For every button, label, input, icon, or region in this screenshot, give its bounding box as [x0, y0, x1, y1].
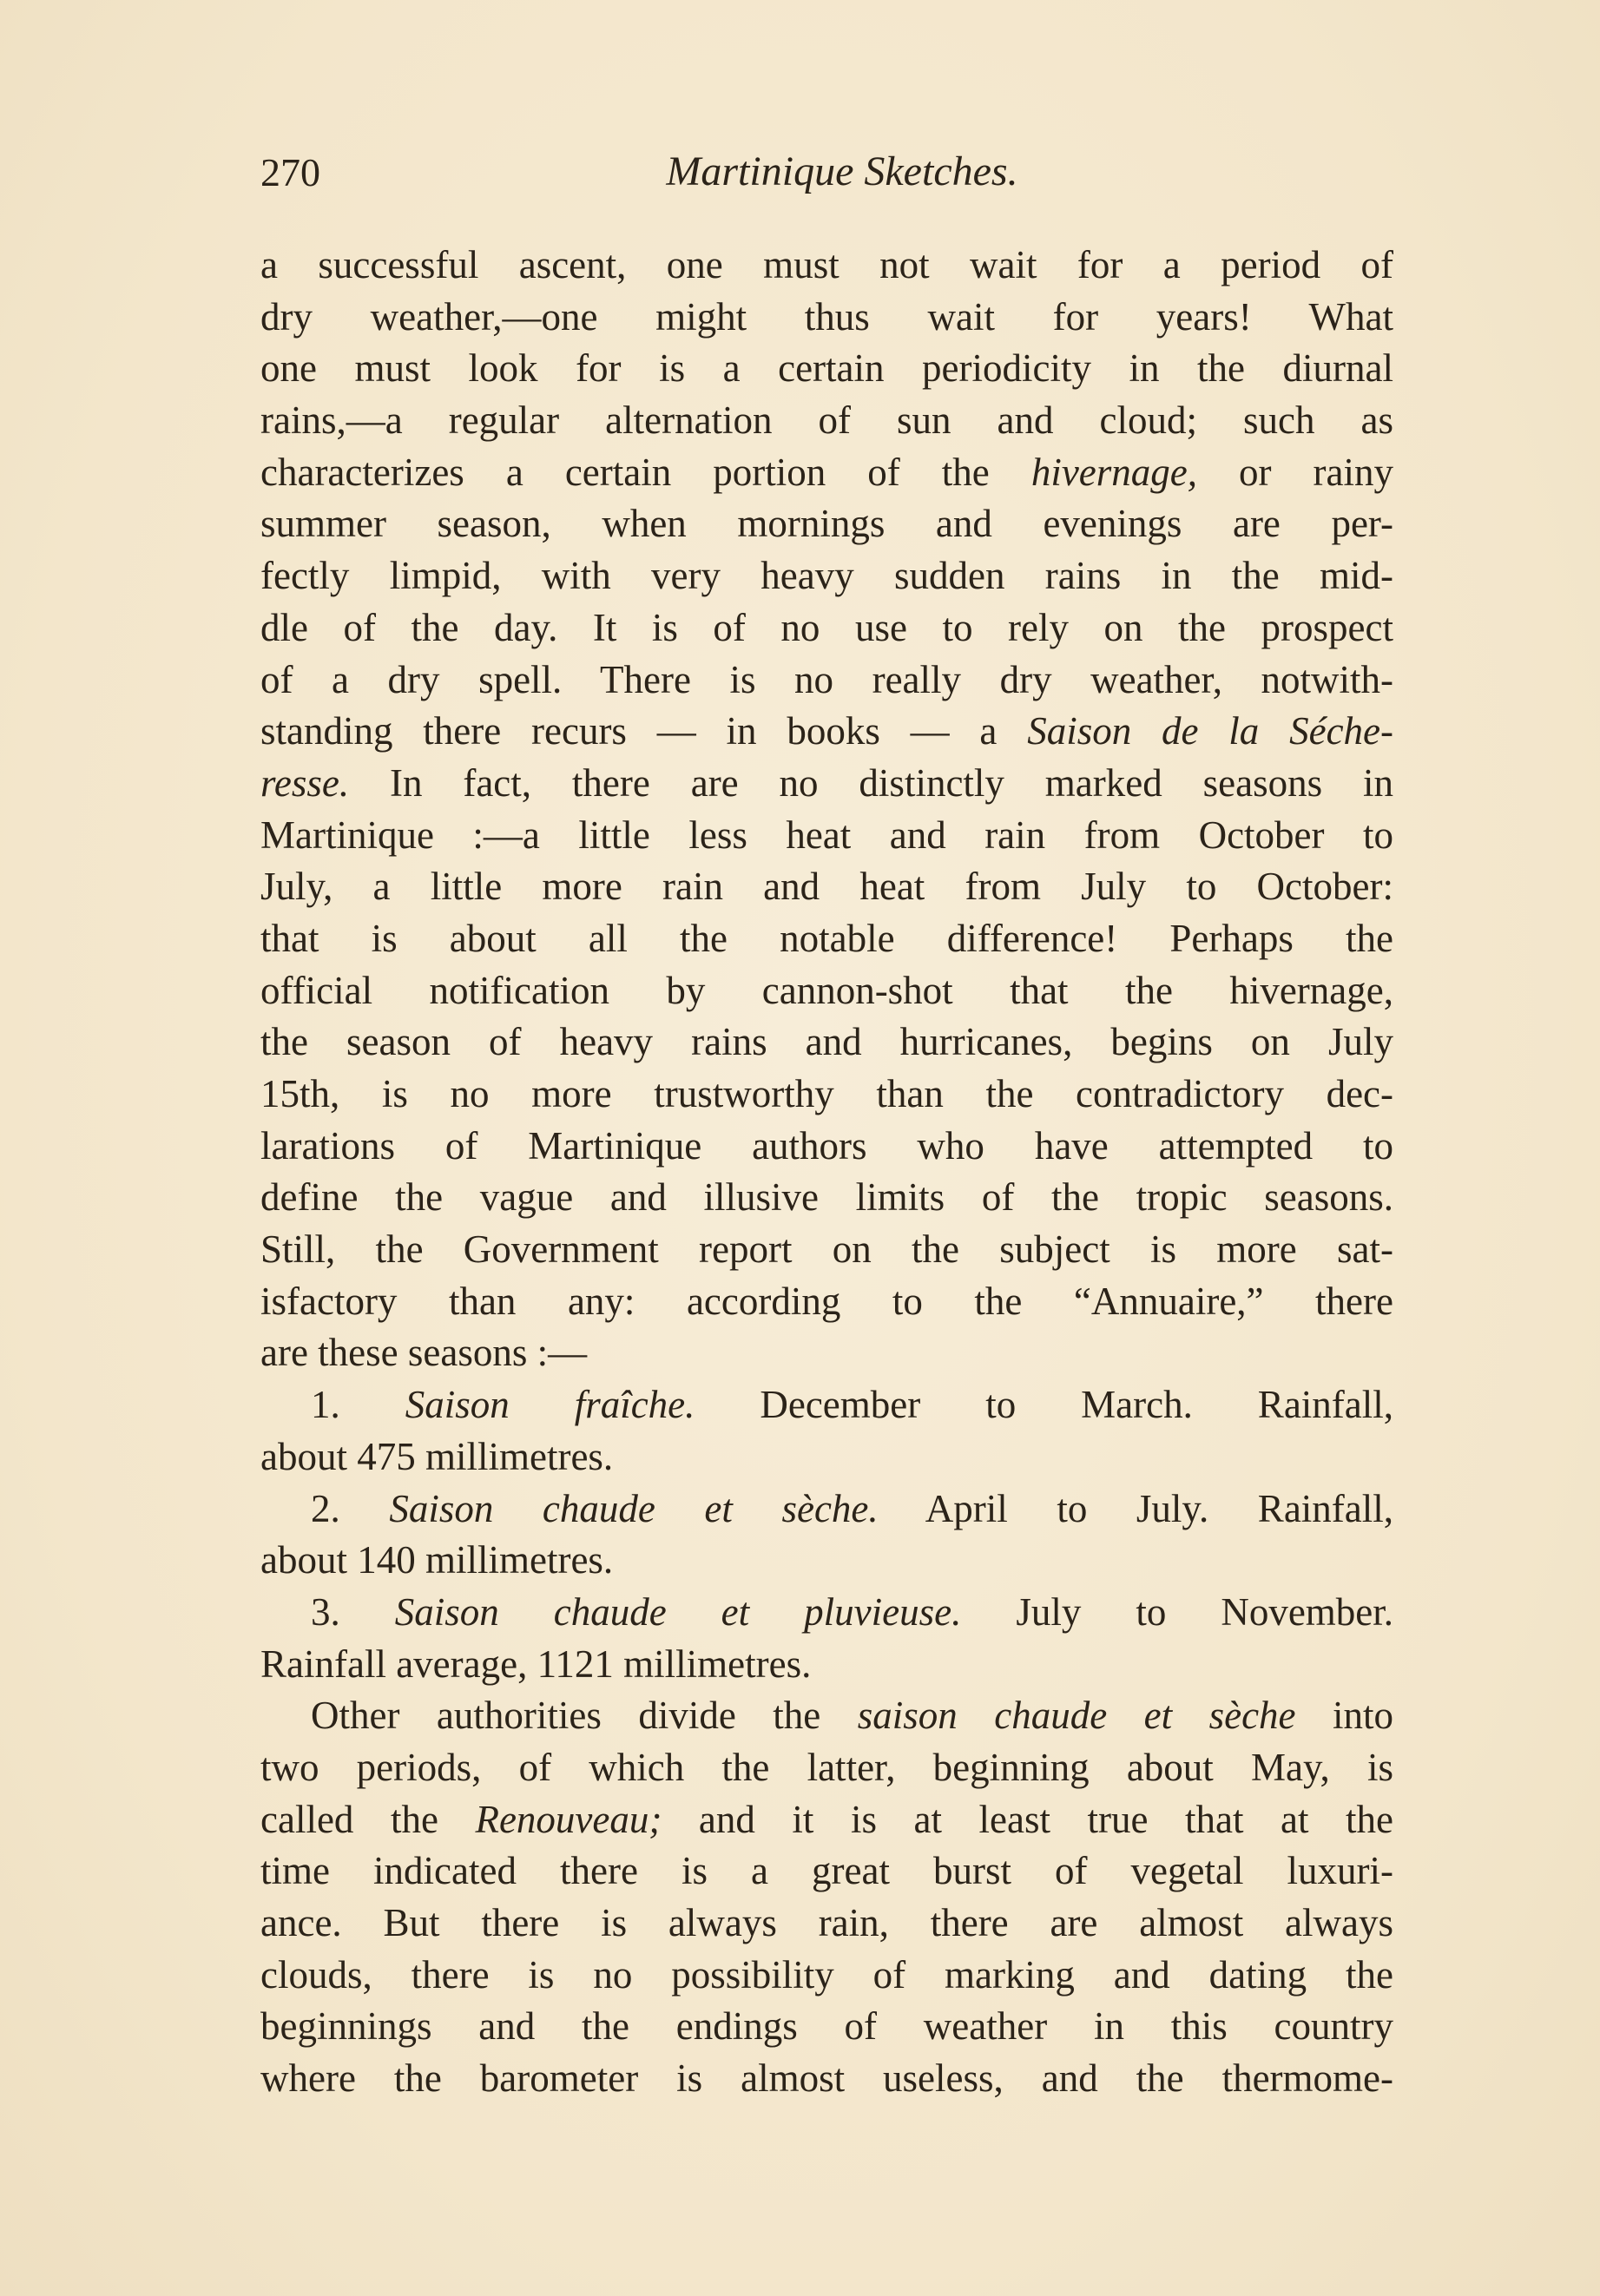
- text-segment: clouds, there is no possibility of marking and dating the: [260, 1952, 1393, 1997]
- italic-text: resse.: [260, 760, 350, 805]
- text-segment: two periods, of which the latter, beginning about May, is: [260, 1745, 1393, 1789]
- text-segment: Martinique :—a little less heat and rain from October to: [260, 812, 1393, 857]
- text-segment: rains,—a regular alternation of sun and cloud; such as: [260, 398, 1393, 443]
- text-segment: 3.: [311, 1589, 395, 1634]
- text-line: [260, 810, 1393, 862]
- page-number: 270: [260, 150, 320, 194]
- text-line: [260, 1431, 1393, 1484]
- text-line: [260, 1845, 1393, 1898]
- text-segment: of a dry spell. There is no really dry weather, notwith-: [260, 657, 1393, 701]
- text-line: [260, 498, 1393, 550]
- text-segment: larations of Martinique authors who have attempted to: [260, 1123, 1393, 1168]
- text-segment: ance. But there is always rain, there are almost always: [260, 1901, 1393, 1944]
- text-segment: a successful ascent, one must not wait for a period of: [260, 243, 1393, 286]
- text-segment: one must look for is a certain periodicity in the diurnal: [260, 346, 1393, 391]
- text-segment: about 140 millimetres.: [260, 1538, 614, 1582]
- text-segment: dle of the day. It is of no use to rely on the prospect: [260, 605, 1393, 649]
- text-line: [260, 1484, 1393, 1536]
- text-line: [260, 343, 1393, 395]
- text-line: [260, 292, 1393, 344]
- text-line: [260, 2001, 1393, 2053]
- text-segment: Rainfall average, 1121 millimetres.: [260, 1641, 812, 1686]
- text-segment: 15th, is no more trustworthy than the contradictory dec-: [260, 1072, 1393, 1115]
- text-line: [260, 758, 1393, 810]
- text-segment: and it is at least true that at the: [662, 1797, 1393, 1841]
- text-line: [260, 1069, 1393, 1121]
- text-segment: about 475 millimetres.: [260, 1434, 614, 1478]
- text-line: [260, 602, 1393, 655]
- text-line: [260, 1950, 1393, 2002]
- text-segment: summer season, when mornings and evenings are per-: [260, 502, 1393, 546]
- text-line: [260, 550, 1393, 602]
- text-line: [260, 2053, 1393, 2105]
- text-line: [260, 913, 1393, 965]
- italic-text: Saison chaude et pluvieuse.: [394, 1589, 962, 1634]
- italic-text: Saison de la Séche-: [1027, 709, 1394, 753]
- text-segment: July, a little more rain and heat from July to October:: [260, 865, 1393, 909]
- text-segment: fectly limpid, with very heavy sudden rains in the mid-: [260, 554, 1393, 598]
- running-title: Martinique Sketches.: [666, 148, 1018, 194]
- text-segment: isfactory than any: according to the “Annuaire,” there: [260, 1279, 1393, 1323]
- body-text: [260, 240, 1393, 2105]
- text-segment: April to July. Rainfall,: [878, 1486, 1394, 1530]
- text-line: [260, 655, 1393, 707]
- text-line: [260, 1327, 1393, 1379]
- text-segment: time indicated there is a great burst of vegetal luxuri-: [260, 1849, 1393, 1893]
- text-segment: July to November.: [961, 1589, 1394, 1634]
- text-segment: official notification by cannon-shot that the hivernage,: [260, 968, 1393, 1012]
- italic-text: Saison chaude et sèche.: [389, 1486, 879, 1530]
- text-segment: the season of heavy rains and hurricanes, begins on July: [260, 1020, 1393, 1064]
- text-line: [260, 395, 1393, 447]
- text-segment: define the vague and illusive limits of the tropic seasons.: [260, 1175, 1393, 1220]
- text-segment: Still, the Government report on the subject is more sat-: [260, 1227, 1393, 1272]
- text-line: [260, 1121, 1393, 1173]
- text-line: [260, 1794, 1393, 1846]
- italic-text: Saison fraîche.: [405, 1383, 695, 1427]
- text-segment: characterizes a certain portion of the: [260, 450, 1031, 494]
- text-segment: 1.: [311, 1383, 405, 1427]
- text-segment: that is about all the notable difference! Perhaps the: [260, 916, 1393, 960]
- text-line: [260, 1587, 1393, 1639]
- text-segment: into: [1295, 1694, 1393, 1738]
- text-line: [260, 1016, 1393, 1069]
- text-segment: dry weather,—one might thus wait for years! What: [260, 294, 1393, 339]
- text-segment: Other authorities divide the: [311, 1694, 858, 1738]
- italic-text: hivernage,: [1030, 450, 1197, 494]
- text-line: [260, 861, 1393, 913]
- text-segment: In fact, there are no distinctly marked seasons in: [349, 760, 1393, 805]
- text-line: [260, 1690, 1393, 1742]
- text-line: [260, 1224, 1393, 1276]
- text-line: [260, 240, 1393, 292]
- text-line: [260, 1172, 1393, 1224]
- text-line: [260, 1276, 1393, 1328]
- text-line: [260, 447, 1393, 499]
- text-line: [260, 1379, 1393, 1431]
- text-line: [260, 1639, 1393, 1691]
- text-line: [260, 1898, 1393, 1950]
- italic-text: saison chaude et sèche: [857, 1694, 1296, 1738]
- text-segment: or rainy: [1197, 450, 1394, 494]
- text-segment: are these seasons :—: [260, 1331, 588, 1375]
- text-line: [260, 965, 1393, 1017]
- text-segment: standing there recurs — in books — a: [260, 709, 1028, 753]
- text-segment: called the: [260, 1797, 476, 1841]
- text-segment: where the barometer is almost useless, and the thermome-: [260, 2056, 1393, 2101]
- text-line: [260, 706, 1393, 758]
- text-line: [260, 1535, 1393, 1587]
- text-line: [260, 1742, 1393, 1794]
- text-segment: 2.: [311, 1486, 390, 1530]
- italic-text: Renouveau;: [475, 1797, 662, 1841]
- text-segment: December to March. Rainfall,: [695, 1383, 1394, 1427]
- text-segment: beginnings and the endings of weather in this country: [260, 2004, 1393, 2049]
